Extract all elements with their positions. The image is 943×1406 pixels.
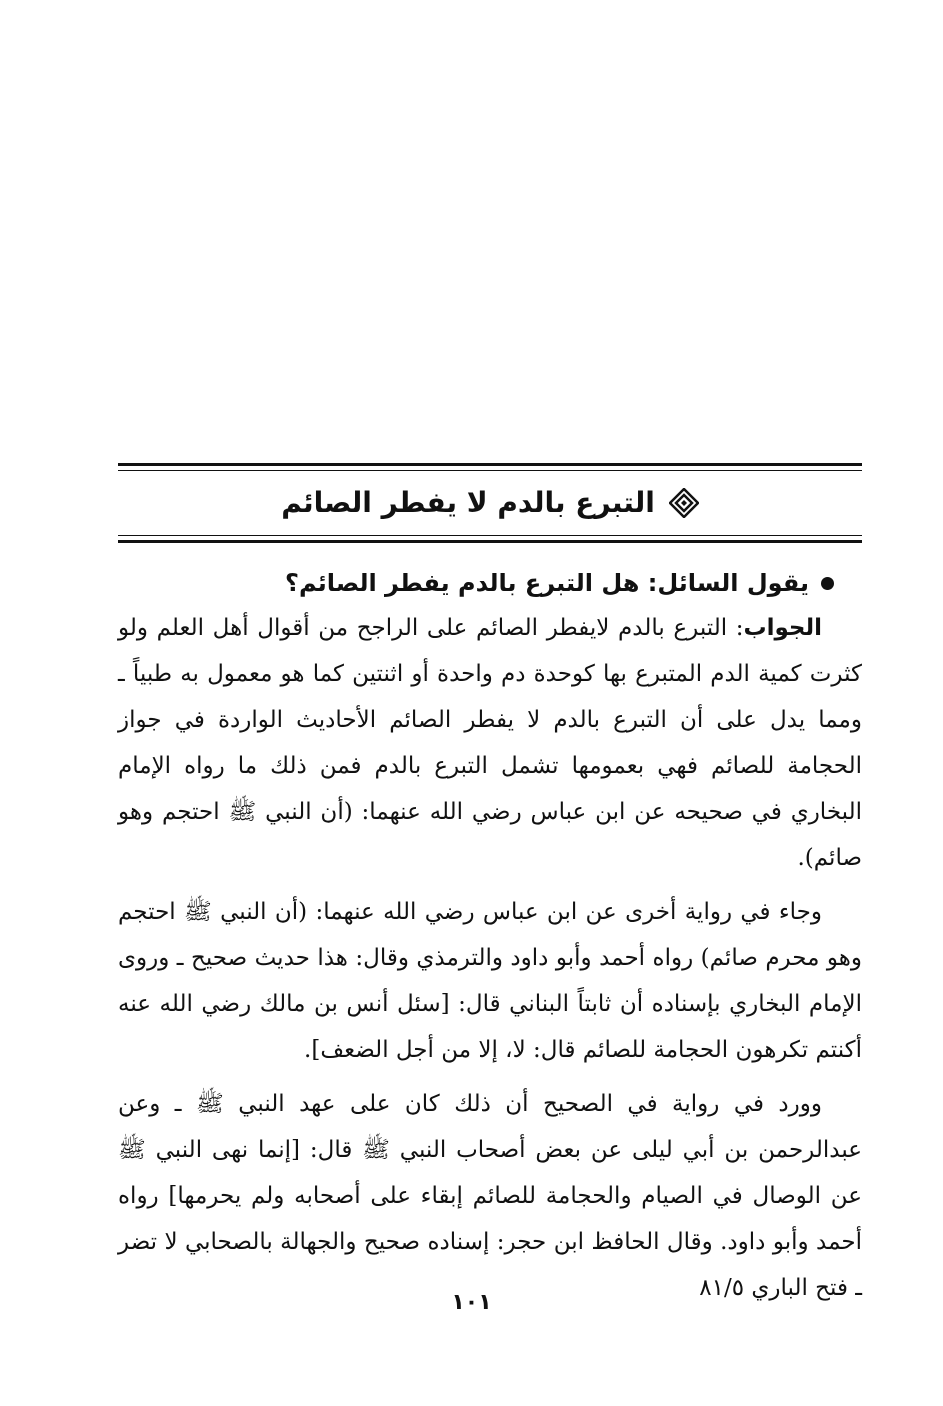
top-rule-thick: [118, 463, 862, 466]
bullet-icon: [821, 577, 834, 590]
bottom-rule-thick: [118, 540, 862, 543]
bottom-rule-thin: [118, 535, 862, 536]
section-heading: [118, 471, 862, 535]
question-line: [118, 561, 862, 605]
question-text: يقول السائل: هل التبرع بالدم يفطر الصائم؟: [285, 569, 809, 597]
paragraph-second: وجاء في رواية أخرى عن ابن عباس رضي الله عنهما: (أن النبي ﷺ احتجم وهو محرم صائم) رواه أحمد وأبو داود والترمذي وقال: هذا حديث صحيح ـ وروى الإمام البخاري بإسناده أن ثابتاً البناني قال: [سئل أنس بن مالك رضي الله عنه أكنتم تكرهون الحجامة للصائم قال: لا، إلا من أجل الضعف].: [118, 899, 862, 1063]
page-title: التبرع بالدم لا يفطر الصائم: [281, 486, 655, 519]
page-content: [118, 463, 862, 1311]
answer-paragraph: [118, 605, 862, 881]
answer-text: : التبرع بالدم لايفطر الصائم على الراجح من أقوال أهل العلم ولو كثرت كمية الدم المتبرع بها كوحدة دم واحدة أو اثنتين كما هو معمول به طبياً ـ ومما يدل على أن التبرع بالدم لا يفطر الصائم الأحاديث الواردة في جواز الحجامة للصائم فهي بعمومها تشمل التبرع بالدم فمن ذلك ما رواه الإمام البخاري في صحيحه عن ابن عباس رضي الله عنهما: (أن النبي ﷺ احتجم وهو صائم).: [118, 615, 862, 871]
paragraph-third: وورد في رواية في الصحيح أن ذلك كان على عهد النبي ﷺ ـ وعن عبدالرحمن بن أبي ليلى عن بعض أصحاب النبي ﷺ قال: [إنما نهى النبي ﷺ عن الوصال في الصيام والحجامة للصائم إبقاء على أصحابه ولم يحرمها] رواه أحمد وأبو داود. وقال الحافظ ابن حجر: إسناده صحيح والجهالة بالصحابي لا تضر ـ فتح الباري ٨١/٥: [118, 1091, 862, 1301]
diamond-icon: [669, 488, 699, 518]
answer-label: الجواب: [743, 615, 822, 641]
page-number: ١٠١: [451, 1290, 492, 1315]
